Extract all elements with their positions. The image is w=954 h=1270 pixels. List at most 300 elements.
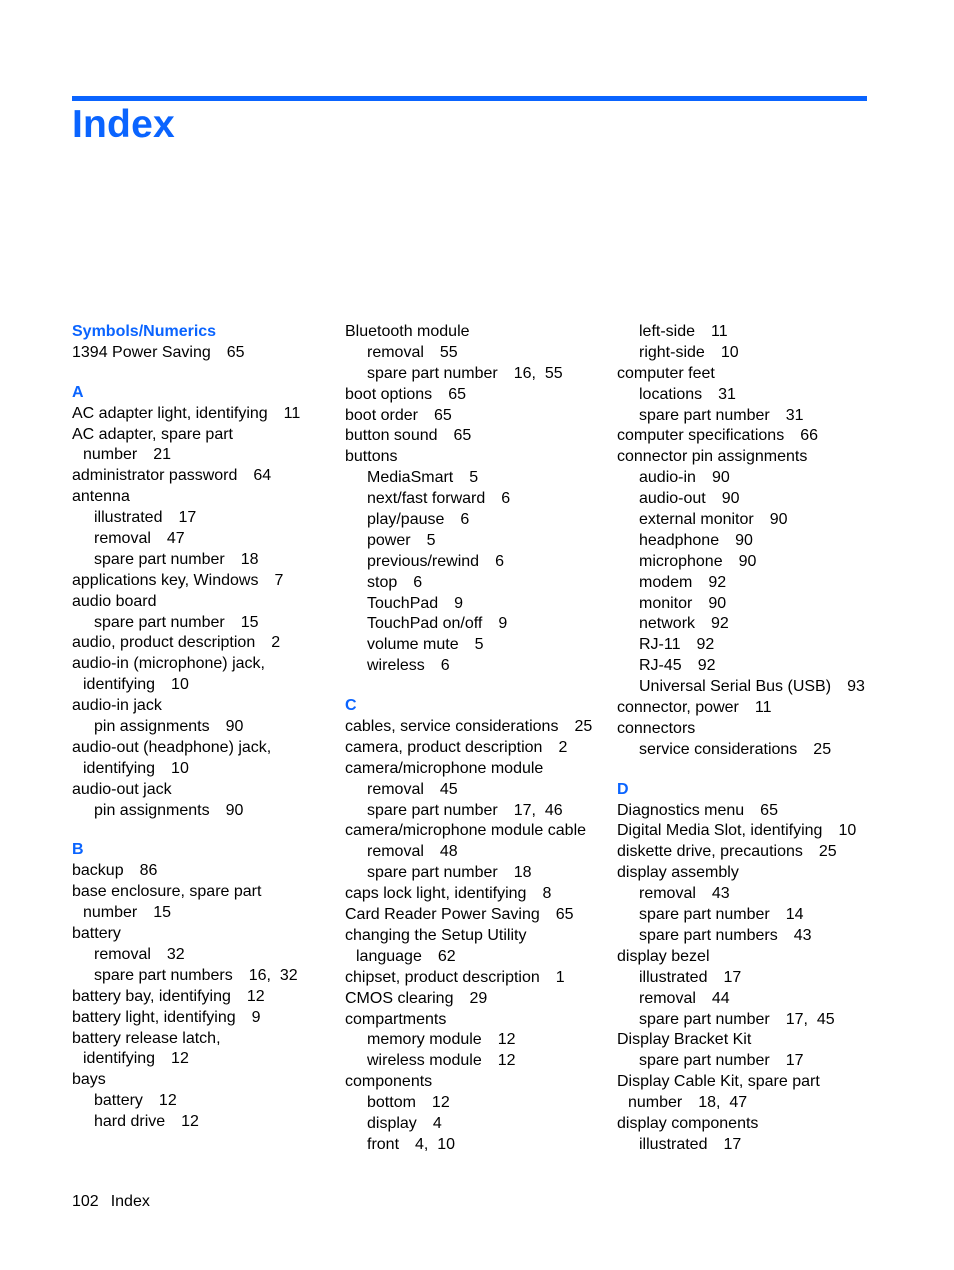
index-term: stop xyxy=(367,573,398,591)
index-subentry xyxy=(617,614,907,635)
index-subentry xyxy=(345,801,625,822)
index-entry xyxy=(345,717,625,738)
index-subentry xyxy=(72,945,352,966)
index-term: audio-out jack xyxy=(72,780,172,798)
index-page-refs: 31 xyxy=(785,406,804,424)
index-entry xyxy=(72,633,352,654)
index-term: right-side xyxy=(639,343,705,361)
index-term: Display Bracket Kit xyxy=(617,1031,752,1049)
index-page-refs: 11 xyxy=(711,323,728,340)
index-entry xyxy=(72,780,352,801)
index-term: removal xyxy=(639,885,696,903)
index-page-refs: 90 xyxy=(711,469,730,487)
index-term: AC adapter, spare part xyxy=(72,425,233,443)
index-page-refs: 90 xyxy=(225,718,244,736)
index-term: spare part number xyxy=(94,613,225,631)
index-entry xyxy=(345,385,625,406)
index-page-refs: 17 xyxy=(178,509,197,527)
index-page-refs: 92 xyxy=(708,573,727,591)
index-page-refs: 55 xyxy=(439,343,458,361)
index-page-refs: 48 xyxy=(439,843,458,861)
index-page-refs: 9 xyxy=(251,1008,261,1026)
index-term: applications key, Windows xyxy=(72,571,259,589)
index-page-refs: 47 xyxy=(166,530,185,548)
index-term: RJ-11 xyxy=(639,636,681,654)
index-entry xyxy=(72,466,352,487)
index-term: connector pin assignments xyxy=(617,448,808,466)
index-subentry xyxy=(345,573,625,594)
index-term: spare part number xyxy=(639,1052,770,1070)
index-subentry xyxy=(617,926,907,947)
index-term: illustrated xyxy=(639,1135,708,1153)
index-term: removal xyxy=(94,530,151,548)
index-term: computer feet xyxy=(617,364,715,382)
index-term: spare part number xyxy=(367,801,498,819)
index-term: wireless module xyxy=(367,1052,482,1070)
index-page-refs: 11 xyxy=(283,404,301,422)
index-subentry xyxy=(617,552,907,573)
index-entry xyxy=(72,404,352,425)
index-entry xyxy=(345,447,625,468)
section-gap xyxy=(72,821,352,840)
index-term: MediaSmart xyxy=(367,469,454,487)
index-entry xyxy=(72,738,352,759)
index-term: number xyxy=(83,904,138,922)
index-section-heading: A xyxy=(72,383,84,401)
index-entry xyxy=(617,1072,907,1093)
index-entry xyxy=(72,987,352,1008)
index-subentry xyxy=(72,1112,352,1133)
index-term: audio board xyxy=(72,592,157,610)
index-entry xyxy=(345,821,625,842)
index-term: button sound xyxy=(345,427,438,445)
index-term: audio, product description xyxy=(72,634,256,652)
index-term: camera/microphone module xyxy=(345,759,544,777)
index-term: Bluetooth module xyxy=(345,323,470,340)
index-term: language xyxy=(356,947,422,965)
index-column-3 xyxy=(617,322,907,1156)
index-term: administrator password xyxy=(72,467,238,485)
index-column-1 xyxy=(72,322,352,1133)
index-term: TouchPad on/off xyxy=(367,615,483,633)
index-term: base enclosure, spare part xyxy=(72,883,262,901)
index-subentry xyxy=(72,966,352,987)
index-term: audio-out xyxy=(639,490,706,508)
index-subentry xyxy=(345,863,625,884)
index-page-refs: 43 xyxy=(711,885,730,903)
index-entry xyxy=(345,759,625,780)
index-subentry xyxy=(345,614,625,635)
index-entry xyxy=(345,926,625,947)
index-entry xyxy=(617,1114,907,1135)
section-gap xyxy=(345,677,625,696)
index-subentry xyxy=(617,594,907,615)
index-term: RJ-45 xyxy=(639,657,682,675)
index-page-refs: 6 xyxy=(413,573,423,591)
index-entry xyxy=(72,487,352,508)
index-entry xyxy=(617,1093,907,1114)
index-page-refs: 65 xyxy=(453,427,472,445)
index-page-refs: 25 xyxy=(574,718,593,736)
section-gap xyxy=(72,364,352,383)
index-entry xyxy=(72,675,352,696)
index-subentry xyxy=(345,1093,625,1114)
index-subentry xyxy=(617,677,907,698)
index-term: connectors xyxy=(617,719,696,737)
index-term: spare part number xyxy=(639,406,770,424)
index-entry xyxy=(72,592,352,613)
index-subentry xyxy=(72,613,352,634)
index-entry xyxy=(72,425,352,446)
index-entry xyxy=(72,903,352,924)
index-page-refs: 16, 55 xyxy=(513,364,563,382)
index-subentry xyxy=(617,573,907,594)
index-entry xyxy=(345,1010,625,1031)
index-entry xyxy=(72,571,352,592)
index-subentry xyxy=(72,529,352,550)
index-entry xyxy=(72,1049,352,1070)
index-term: headphone xyxy=(639,531,720,549)
index-term: Universal Serial Bus (USB) xyxy=(639,678,832,696)
index-entry xyxy=(345,426,625,447)
index-page-refs: 12 xyxy=(171,1050,189,1068)
index-term: diskette drive, precautions xyxy=(617,843,803,861)
index-entry xyxy=(345,322,625,343)
index-entry xyxy=(345,905,625,926)
index-term: spare part number xyxy=(367,864,498,882)
index-term: next/fast forward xyxy=(367,490,486,508)
index-page-refs: 8 xyxy=(542,885,552,903)
index-entry xyxy=(617,801,907,822)
index-page-refs: 90 xyxy=(721,490,740,508)
index-subentry xyxy=(345,531,625,552)
index-term: boot order xyxy=(345,406,418,424)
index-entry xyxy=(72,1029,352,1050)
index-page-refs: 2 xyxy=(558,738,568,756)
index-term: audio-out (headphone) jack, xyxy=(72,738,272,756)
index-page-refs: 5 xyxy=(426,531,436,549)
index-page-refs: 12 xyxy=(431,1094,450,1112)
index-page-refs: 10 xyxy=(838,822,857,840)
index-term: removal xyxy=(367,843,424,861)
index-page-refs: 86 xyxy=(139,862,158,880)
index-subentry xyxy=(345,343,625,364)
index-term: boot options xyxy=(345,385,433,403)
index-page-refs: 14 xyxy=(785,906,804,924)
index-page-refs: 92 xyxy=(697,657,716,675)
index-term: Digital Media Slot, identifying xyxy=(617,822,823,840)
index-page-refs: 9 xyxy=(454,594,464,612)
index-subentry xyxy=(617,884,907,905)
index-page-refs: 17 xyxy=(723,1135,742,1153)
index-term: backup xyxy=(72,862,124,880)
index-term: removal xyxy=(367,780,424,798)
index-page-refs: 65 xyxy=(555,906,574,924)
index-term: TouchPad xyxy=(367,594,439,612)
index-subentry xyxy=(617,468,907,489)
index-page-refs: 31 xyxy=(718,385,736,403)
index-term: left-side xyxy=(639,323,696,340)
index-term: battery xyxy=(72,925,121,943)
index-page-refs: 65 xyxy=(433,406,452,424)
index-entry xyxy=(617,719,907,740)
index-entry xyxy=(72,861,352,882)
index-subentry xyxy=(72,801,352,822)
index-entry xyxy=(72,654,352,675)
index-page-refs: 90 xyxy=(225,801,244,819)
index-subentry xyxy=(345,594,625,615)
page-footer xyxy=(72,1192,150,1212)
index-page-refs: 17 xyxy=(785,1052,804,1070)
index-entry xyxy=(72,882,352,903)
index-term: audio-in jack xyxy=(72,697,162,715)
index-entry xyxy=(617,426,907,447)
index-term: wireless xyxy=(367,657,425,675)
index-term: front xyxy=(367,1135,400,1153)
index-page-refs: 2 xyxy=(271,634,281,652)
index-term: changing the Setup Utility xyxy=(345,926,527,944)
index-subentry xyxy=(617,510,907,531)
index-page-refs: 90 xyxy=(769,511,788,529)
index-entry xyxy=(617,842,907,863)
index-page-refs: 7 xyxy=(274,571,284,589)
index-subentry xyxy=(617,406,907,427)
index-subentry xyxy=(617,1010,907,1031)
index-term: compartments xyxy=(345,1010,447,1028)
index-subentry xyxy=(345,635,625,656)
index-page-refs: 5 xyxy=(469,469,479,487)
index-page-refs: 6 xyxy=(501,490,511,508)
index-entry xyxy=(345,968,625,989)
index-term: number xyxy=(628,1094,683,1112)
index-subentry xyxy=(617,740,907,761)
index-page-refs: 66 xyxy=(800,427,818,445)
index-page-refs: 65 xyxy=(448,385,466,403)
index-page-refs: 93 xyxy=(847,678,865,696)
index-page-refs: 12 xyxy=(246,987,265,1005)
index-term: camera/microphone module cable xyxy=(345,822,587,840)
index-entry xyxy=(72,696,352,717)
title-rule xyxy=(72,96,867,101)
index-page-refs: 90 xyxy=(738,552,757,570)
index-term: battery release latch, xyxy=(72,1029,221,1047)
index-section-heading: C xyxy=(345,697,357,715)
index-term: Card Reader Power Saving xyxy=(345,906,540,924)
index-subentry xyxy=(617,656,907,677)
index-term: buttons xyxy=(345,448,398,466)
index-term: chipset, product description xyxy=(345,968,540,986)
index-term: identifying xyxy=(83,676,156,694)
index-subentry xyxy=(345,780,625,801)
index-subentry xyxy=(72,1091,352,1112)
index-entry xyxy=(345,406,625,427)
index-page-refs: 25 xyxy=(818,843,837,861)
index-term: 1394 Power Saving xyxy=(72,343,211,361)
page-number: 102 xyxy=(72,1193,99,1210)
index-entry xyxy=(345,947,625,968)
index-term: display assembly xyxy=(617,864,739,882)
index-entry xyxy=(617,1030,907,1051)
index-subentry xyxy=(72,508,352,529)
index-term: CMOS clearing xyxy=(345,989,454,1007)
index-page-refs: 10 xyxy=(171,676,189,694)
index-term: previous/rewind xyxy=(367,552,480,570)
index-page-refs: 17, 46 xyxy=(513,801,563,819)
index-term: number xyxy=(83,446,138,464)
index-page-refs: 12 xyxy=(181,1113,199,1131)
index-page-refs: 4 xyxy=(432,1114,442,1132)
index-page-refs: 9 xyxy=(498,615,508,633)
index-term: spare part number xyxy=(639,1010,770,1028)
index-page-refs: 25 xyxy=(813,740,832,758)
index-subentry xyxy=(617,385,907,406)
index-subentry xyxy=(345,510,625,531)
index-page-refs: 6 xyxy=(495,552,504,570)
index-entry xyxy=(617,698,907,719)
index-term: display components xyxy=(617,1114,759,1132)
index-term: monitor xyxy=(639,594,693,612)
index-term: illustrated xyxy=(94,509,163,527)
index-term: modem xyxy=(639,573,693,591)
index-subentry xyxy=(617,489,907,510)
index-entry xyxy=(345,1072,625,1093)
index-subentry xyxy=(345,1051,625,1072)
index-subentry xyxy=(72,550,352,571)
index-page-refs: 29 xyxy=(469,989,488,1007)
index-term: cables, service considerations xyxy=(345,718,559,736)
index-page-refs: 45 xyxy=(439,780,458,798)
index-subentry xyxy=(345,364,625,385)
index-entry xyxy=(72,924,352,945)
index-page-refs: 18 xyxy=(240,550,259,568)
index-term: removal xyxy=(367,343,424,361)
index-page-refs: 43 xyxy=(793,926,812,944)
index-page-refs: 65 xyxy=(760,801,778,819)
index-term: network xyxy=(639,615,696,633)
index-subentry xyxy=(617,343,907,364)
index-subentry xyxy=(345,1030,625,1051)
footer-label: Index xyxy=(110,1193,150,1210)
index-term: pin assignments xyxy=(94,801,210,819)
index-page-refs: 92 xyxy=(696,636,715,654)
index-term: removal xyxy=(94,945,151,963)
index-column-2 xyxy=(345,322,625,1156)
index-term: spare part number xyxy=(639,906,770,924)
index-term: Diagnostics menu xyxy=(617,801,745,819)
index-term: microphone xyxy=(639,552,723,570)
index-page-refs: 6 xyxy=(440,657,450,675)
index-term: connector, power xyxy=(617,699,739,717)
index-page-refs: 15 xyxy=(240,613,259,631)
index-subentry xyxy=(617,1135,907,1156)
page-title: Index xyxy=(72,103,175,146)
index-page-refs: 90 xyxy=(708,594,727,612)
index-entry xyxy=(72,343,352,364)
index-page-refs: 12 xyxy=(158,1092,177,1110)
index-page-refs: 10 xyxy=(720,343,739,361)
index-term: spare part numbers xyxy=(639,926,778,944)
index-page-refs: 12 xyxy=(497,1031,516,1049)
index-term: hard drive xyxy=(94,1113,166,1131)
index-term: spare part number xyxy=(367,364,498,382)
index-entry xyxy=(617,863,907,884)
index-subentry xyxy=(345,1114,625,1135)
section-gap xyxy=(617,761,907,780)
index-term: audio-in (microphone) jack, xyxy=(72,655,265,673)
index-section-heading: B xyxy=(72,841,84,859)
index-subentry xyxy=(345,489,625,510)
index-subentry xyxy=(345,468,625,489)
index-page-refs: 21 xyxy=(153,446,172,464)
index-page-refs: 62 xyxy=(437,947,456,965)
index-term: play/pause xyxy=(367,511,445,529)
index-term: display bezel xyxy=(617,947,710,965)
index-term: volume mute xyxy=(367,636,459,654)
index-term: computer specifications xyxy=(617,427,785,445)
index-entry xyxy=(72,1070,352,1091)
index-subentry xyxy=(345,552,625,573)
index-term: Display Cable Kit, spare part xyxy=(617,1073,820,1091)
index-term: identifying xyxy=(83,759,156,777)
index-page-refs: 6 xyxy=(460,511,470,529)
index-term: pin assignments xyxy=(94,718,210,736)
index-term: camera, product description xyxy=(345,738,543,756)
index-page-refs: 1 xyxy=(555,968,565,986)
index-term: components xyxy=(345,1073,433,1091)
index-term: memory module xyxy=(367,1031,482,1049)
index-term: antenna xyxy=(72,488,130,506)
index-entry xyxy=(72,1008,352,1029)
index-entry xyxy=(345,989,625,1010)
index-section-heading: Symbols/Numerics xyxy=(72,323,217,340)
index-entry xyxy=(617,947,907,968)
index-term: service considerations xyxy=(639,740,798,758)
index-term: spare part number xyxy=(94,550,225,568)
index-page-refs: 16, 32 xyxy=(248,966,298,984)
index-subentry xyxy=(617,989,907,1010)
index-subentry xyxy=(72,717,352,738)
index-term: external monitor xyxy=(639,511,754,529)
index-term: AC adapter light, identifying xyxy=(72,404,268,422)
index-entry xyxy=(617,447,907,468)
index-subentry xyxy=(617,968,907,989)
index-term: bays xyxy=(72,1071,106,1089)
index-term: bottom xyxy=(367,1094,416,1112)
index-page-refs: 17, 45 xyxy=(785,1010,835,1028)
index-page-refs: 18, 47 xyxy=(698,1094,748,1112)
index-subentry xyxy=(617,635,907,656)
index-term: spare part numbers xyxy=(94,966,233,984)
index-subentry xyxy=(617,322,907,343)
index-page-refs: 17 xyxy=(723,968,742,986)
index-term: audio-in xyxy=(639,469,696,487)
index-subentry xyxy=(617,531,907,552)
index-page-refs: 11 xyxy=(754,699,772,717)
index-entry xyxy=(617,364,907,385)
index-page-refs: 4, 10 xyxy=(415,1135,456,1153)
index-entry xyxy=(72,759,352,780)
index-term: battery bay, identifying xyxy=(72,987,231,1005)
index-subentry xyxy=(345,1135,625,1156)
index-term: illustrated xyxy=(639,968,708,986)
index-subentry xyxy=(617,905,907,926)
index-term: locations xyxy=(639,385,703,403)
index-subentry xyxy=(617,1051,907,1072)
index-term: power xyxy=(367,531,411,549)
index-page-refs: 44 xyxy=(711,989,730,1007)
index-term: identifying xyxy=(83,1050,156,1068)
index-subentry xyxy=(345,842,625,863)
